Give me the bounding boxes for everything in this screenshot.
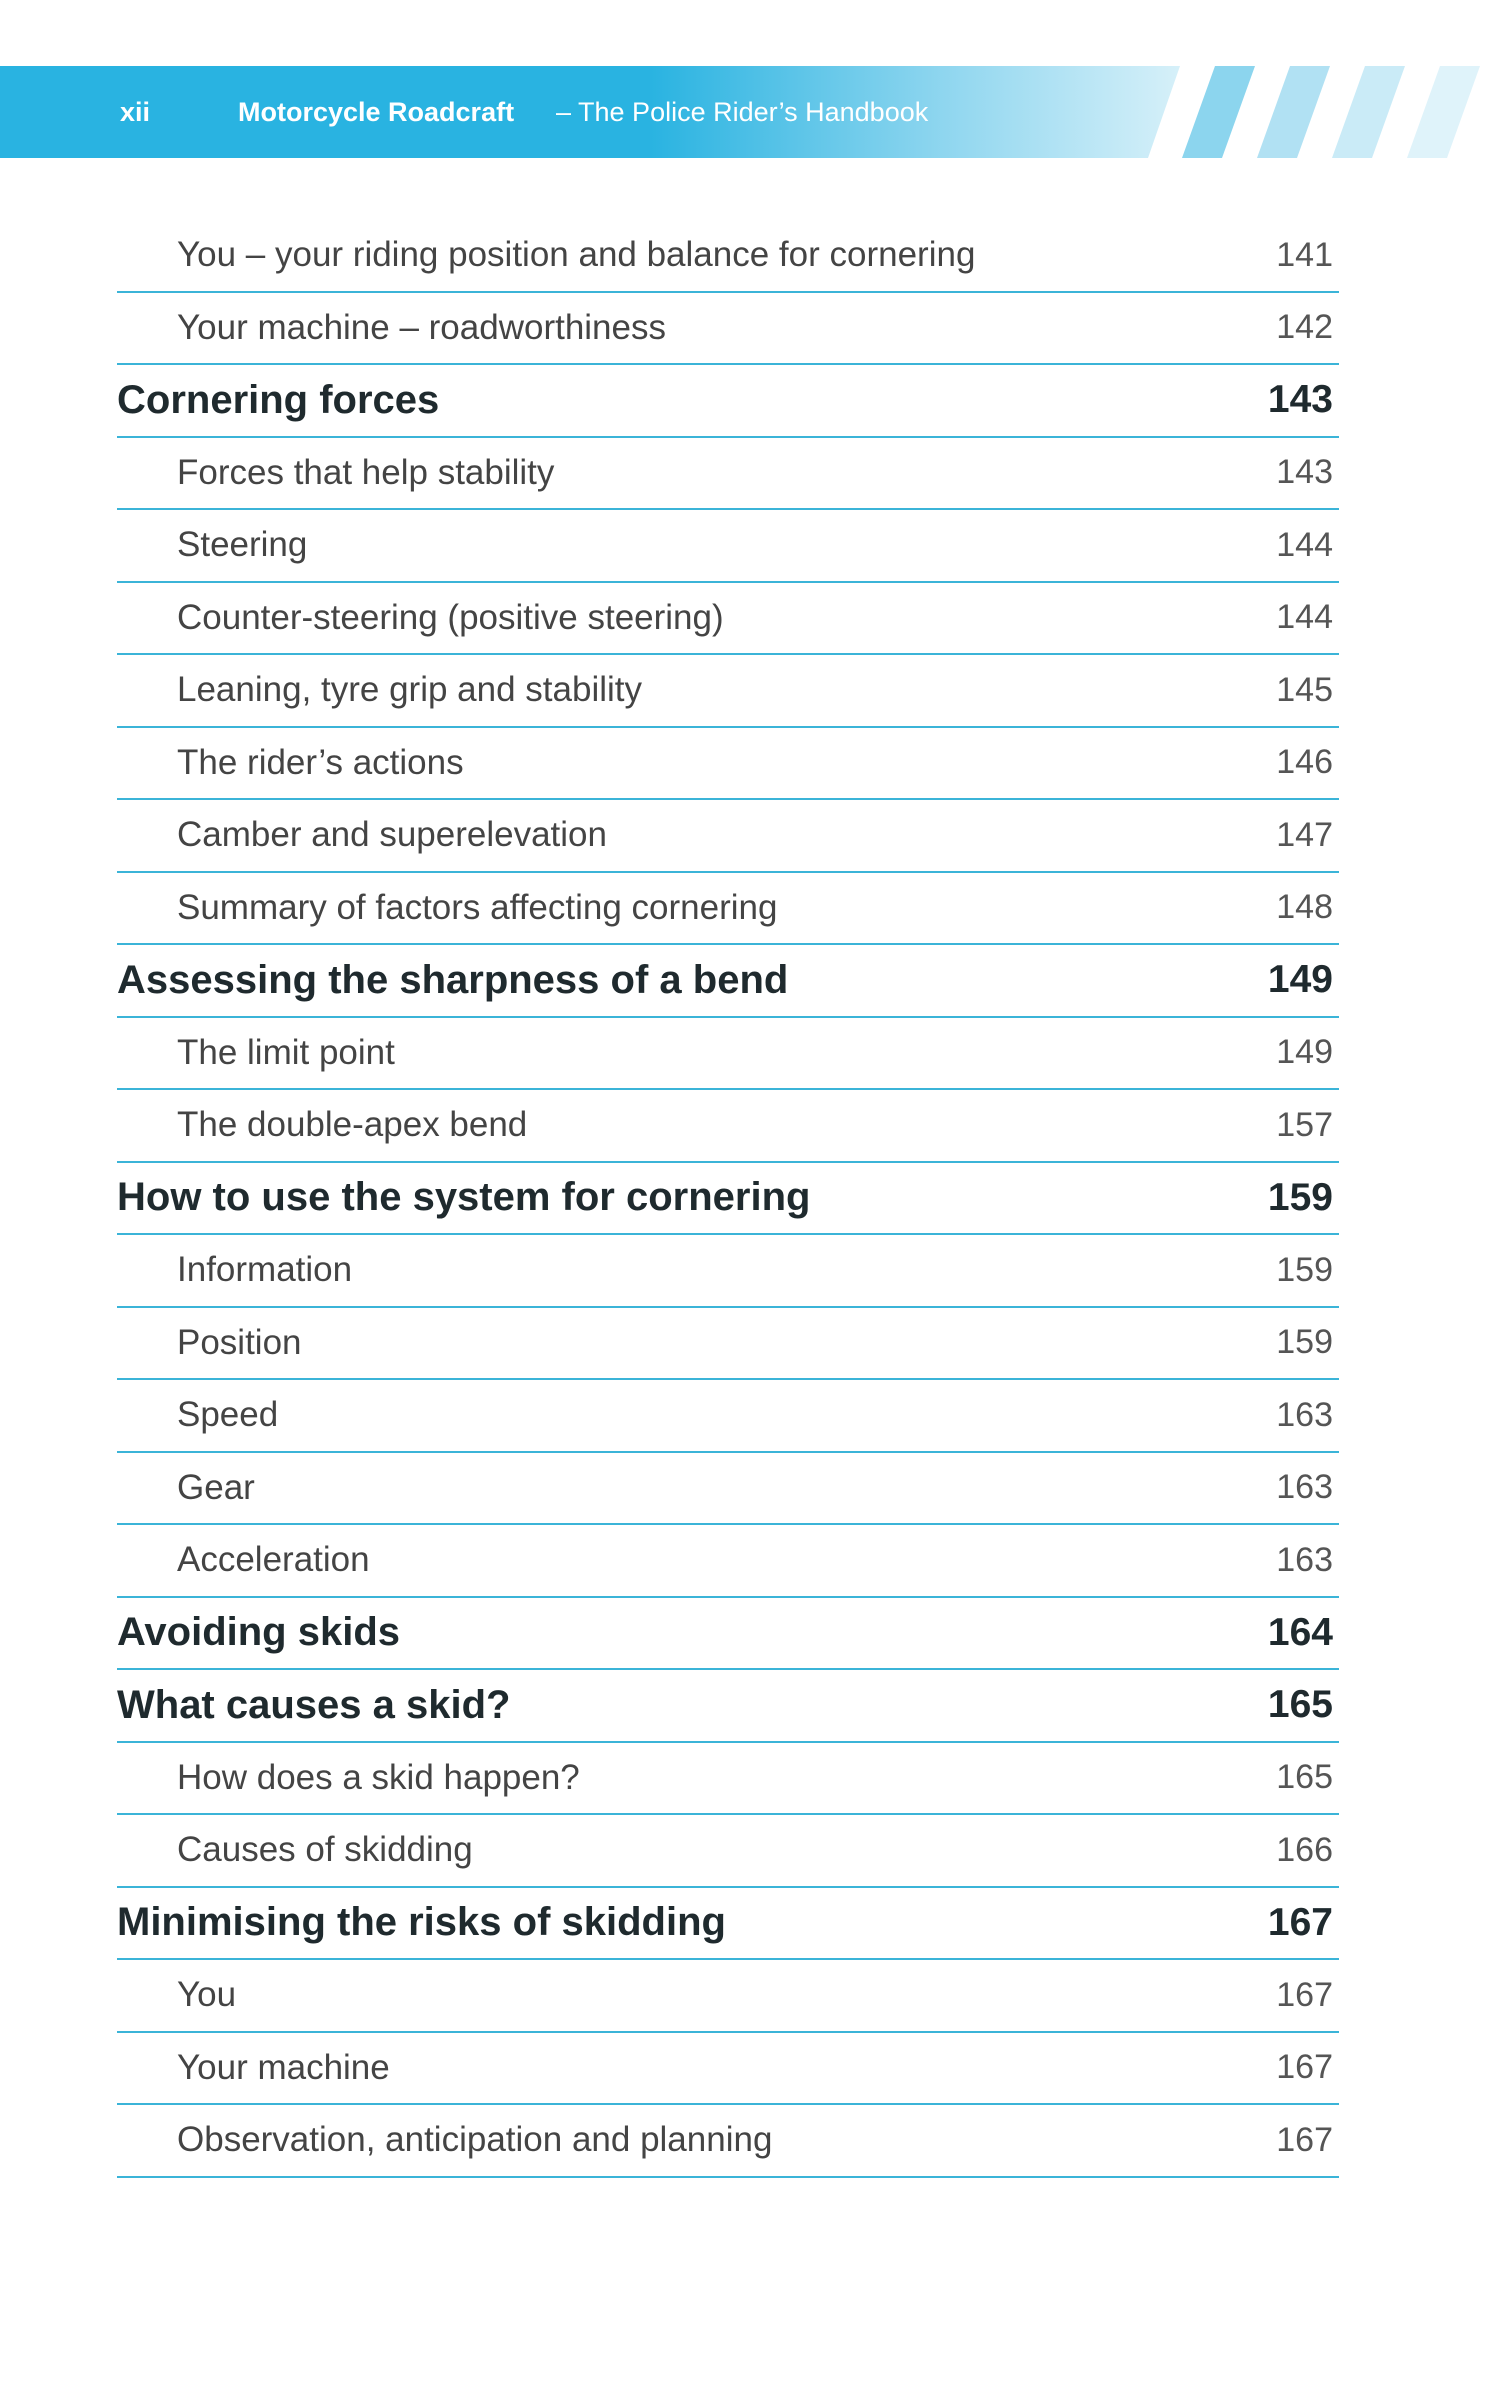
toc-subsection-entry	[117, 1453, 1339, 1526]
toc-entry-title: Speed	[177, 1395, 279, 1435]
toc-entry-page-number: 149	[1276, 1033, 1333, 1072]
toc-entry-title: How to use the system for cornering	[117, 1175, 811, 1220]
toc-subsection-entry	[117, 2033, 1339, 2106]
toc-subsection-entry	[117, 510, 1339, 583]
toc-entry-page-number: 142	[1276, 308, 1333, 347]
toc-entry-title: Leaning, tyre grip and stability	[177, 670, 642, 710]
toc-entry-page-number: 141	[1276, 235, 1333, 274]
header-band	[0, 66, 1500, 158]
toc-entry-page-number: 165	[1267, 1683, 1333, 1727]
toc-entry-page-number: 167	[1276, 2120, 1333, 2159]
toc-entry-title: Cornering forces	[117, 377, 440, 422]
toc-section-entry	[117, 1163, 1339, 1236]
toc-subsection-entry	[117, 1380, 1339, 1453]
toc-entry-page-number: 148	[1276, 888, 1333, 927]
toc-entry-page-number: 167	[1267, 1900, 1333, 1944]
toc-subsection-entry	[117, 1960, 1339, 2033]
toc-section-entry	[117, 945, 1339, 1018]
toc-subsection-entry	[117, 728, 1339, 801]
toc-subsection-entry	[117, 293, 1339, 366]
toc-subsection-entry	[117, 583, 1339, 656]
toc-entry-page-number: 163	[1276, 1540, 1333, 1579]
toc-section-entry	[117, 1670, 1339, 1743]
toc-entry-title: Minimising the risks of skidding	[117, 1900, 726, 1945]
toc-section-entry	[117, 365, 1339, 438]
toc-entry-page-number: 143	[1267, 378, 1333, 422]
toc-entry-page-number: 144	[1276, 598, 1333, 637]
toc-subsection-entry	[117, 220, 1339, 293]
toc-entry-title: You – your riding position and balance for cornering	[177, 235, 976, 275]
toc-entry-page-number: 163	[1276, 1395, 1333, 1434]
toc-subsection-entry	[117, 800, 1339, 873]
toc-entry-page-number: 143	[1276, 453, 1333, 492]
toc-entry-title: Summary of factors affecting cornering	[177, 887, 778, 927]
toc-entry-page-number: 163	[1276, 1468, 1333, 1507]
toc-subsection-entry	[117, 1743, 1339, 1816]
toc-entry-title: Gear	[177, 1467, 255, 1507]
toc-subsection-entry	[117, 1235, 1339, 1308]
toc-subsection-entry	[117, 1018, 1339, 1091]
toc-entry-title: How does a skid happen?	[177, 1757, 580, 1797]
toc-entry-title: Camber and superelevation	[177, 815, 607, 855]
toc-subsection-entry	[117, 1815, 1339, 1888]
table-of-contents	[117, 220, 1339, 2178]
toc-entry-page-number: 167	[1276, 1975, 1333, 2014]
toc-entry-page-number: 145	[1276, 670, 1333, 709]
toc-entry-page-number: 167	[1276, 2048, 1333, 2087]
toc-entry-title: Forces that help stability	[177, 452, 555, 492]
toc-subsection-entry	[117, 1525, 1339, 1598]
toc-entry-title: Assessing the sharpness of a bend	[117, 957, 789, 1002]
toc-entry-page-number: 159	[1267, 1175, 1333, 1219]
toc-entry-title: Position	[177, 1322, 302, 1362]
header-text	[0, 66, 1100, 158]
toc-entry-page-number: 165	[1276, 1758, 1333, 1797]
toc-entry-page-number: 166	[1276, 1830, 1333, 1869]
toc-entry-title: What causes a skid?	[117, 1682, 511, 1727]
page-number: xii	[120, 96, 151, 127]
toc-entry-page-number: 159	[1276, 1323, 1333, 1362]
toc-entry-title: The double-apex bend	[177, 1105, 528, 1145]
toc-subsection-entry	[117, 655, 1339, 728]
toc-entry-title: Observation, anticipation and planning	[177, 2120, 773, 2160]
toc-entry-title: The limit point	[177, 1032, 395, 1072]
toc-subsection-entry	[117, 873, 1339, 946]
book-title: Motorcycle Roadcraft	[238, 96, 515, 127]
toc-entry-title: Avoiding skids	[117, 1610, 401, 1655]
toc-entry-title: Your machine – roadworthiness	[177, 307, 666, 347]
toc-entry-page-number: 147	[1276, 815, 1333, 854]
toc-section-entry	[117, 1598, 1339, 1671]
toc-entry-title: Your machine	[177, 2047, 390, 2087]
toc-entry-title: Causes of skidding	[177, 1830, 473, 1870]
toc-entry-page-number: 149	[1267, 958, 1333, 1002]
toc-entry-page-number: 146	[1276, 743, 1333, 782]
toc-entry-page-number: 159	[1276, 1250, 1333, 1289]
toc-entry-title: Counter-steering (positive steering)	[177, 597, 724, 637]
toc-entry-title: Steering	[177, 525, 308, 565]
toc-entry-page-number: 157	[1276, 1105, 1333, 1144]
book-subtitle: – The Police Rider’s Handbook	[556, 96, 929, 127]
toc-entry-page-number: 164	[1267, 1610, 1333, 1654]
toc-section-entry	[117, 1888, 1339, 1961]
toc-subsection-entry	[117, 1308, 1339, 1381]
toc-subsection-entry	[117, 1090, 1339, 1163]
toc-entry-title: Acceleration	[177, 1540, 370, 1580]
toc-entry-title: Information	[177, 1250, 353, 1290]
toc-entry-page-number: 144	[1276, 525, 1333, 564]
toc-entry-title: You	[177, 1975, 237, 2015]
toc-subsection-entry	[117, 438, 1339, 511]
toc-entry-title: The rider’s actions	[177, 742, 464, 782]
toc-subsection-entry	[117, 2105, 1339, 2178]
